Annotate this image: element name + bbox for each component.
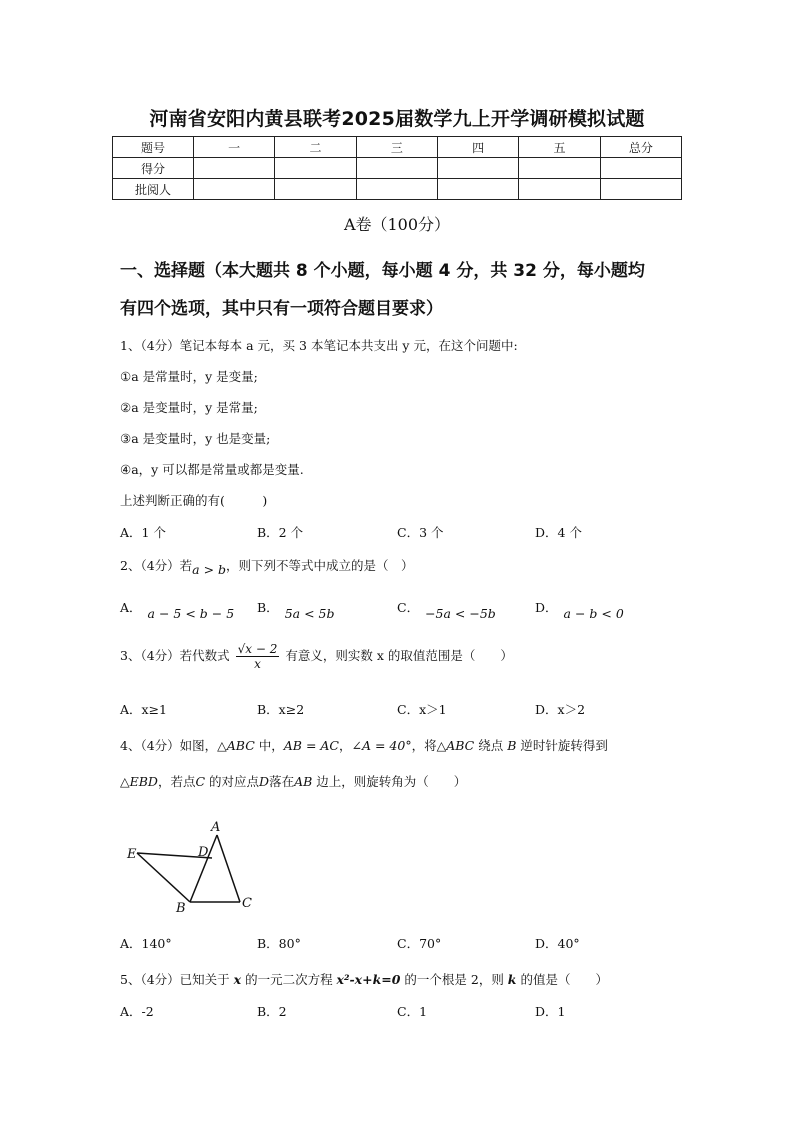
segment-ac <box>217 835 240 902</box>
q4-option-d[interactable]: D．40° <box>535 936 580 951</box>
grader-cell[interactable] <box>194 179 275 200</box>
score-cell[interactable] <box>194 158 275 179</box>
q3-option-a[interactable]: A．x≥1 <box>120 702 168 717</box>
page-title: 河南省安阳内黄县联考2025届数学九上开学调研模拟试题 <box>149 108 645 130</box>
table-header-cell: 一 <box>194 137 275 158</box>
q5-math: x <box>233 972 242 987</box>
table-row <box>113 158 682 179</box>
q5-text: 的一个根是 2，则 <box>400 972 508 987</box>
q2-option-c-expr: −5a < −5b <box>425 606 496 621</box>
q2-option-a-label: A． <box>120 600 142 615</box>
q1-item-3: ③a 是变量时，y 也是变量; <box>120 431 271 446</box>
q4-text: ，若点 <box>157 774 196 789</box>
score-table <box>112 136 682 200</box>
q4-text: 逆时针旋转得到 <box>516 738 608 753</box>
grader-cell[interactable] <box>437 179 518 200</box>
row-label-score: 得分 <box>113 158 194 179</box>
q4-text: 的对应点 <box>205 774 260 789</box>
part1-heading-line1: 一、选择题（本大题共 8 个小题，每小题 4 分，共 32 分，每小题均 <box>120 261 645 281</box>
q3-fraction-numerator: √x − 2 <box>237 642 278 656</box>
score-cell[interactable] <box>356 158 437 179</box>
q3-stem <box>120 642 513 671</box>
q2-option-d[interactable] <box>535 598 624 621</box>
table-header-cell: 四 <box>437 137 518 158</box>
vertex-label-d: D <box>198 845 209 860</box>
vertex-label-c: C <box>242 896 252 911</box>
q5-text: 5、（4分）已知关于 <box>120 972 234 987</box>
q1-option-c[interactable]: C．3 个 <box>397 525 444 540</box>
q5-equation: x²-x+k=0 <box>336 972 401 987</box>
vertex-label-e: E <box>127 847 137 862</box>
q2-option-d-expr: a − b < 0 <box>563 606 624 621</box>
q5-text: 的值是（ ） <box>516 972 608 987</box>
grader-cell[interactable] <box>275 179 356 200</box>
q5-option-b[interactable]: B．2 <box>257 1004 287 1019</box>
q4-option-b[interactable]: B．80° <box>257 936 301 951</box>
q2-option-b-label: B． <box>257 600 279 615</box>
q2-stem-pre: 2、（4分）若 <box>120 558 193 573</box>
q4-text: ， <box>339 738 352 753</box>
q2-stem <box>120 556 414 577</box>
q4-triangle-figure <box>120 815 260 920</box>
q3-option-d[interactable]: D．x＞2 <box>535 702 586 717</box>
q3-stem-post: 有意义，则实数 x 的取值范围是（ ） <box>285 648 513 663</box>
q4-math: AB <box>294 774 313 789</box>
table-header-cell: 题号 <box>113 137 194 158</box>
q1-stem: 1、（4分）笔记本每本 a 元，买 3 本笔记本共支出 y 元，在这个问题中: <box>120 338 518 353</box>
q4-math: △EBD <box>120 774 158 789</box>
q5-option-d[interactable]: D．1 <box>535 1004 566 1019</box>
q2-option-b-expr: 5a < 5b <box>284 606 335 621</box>
q4-math: D <box>259 774 270 789</box>
q5-option-a[interactable]: A．-2 <box>120 1004 154 1019</box>
grader-cell[interactable] <box>600 179 681 200</box>
q1-option-d[interactable]: D．4 个 <box>535 525 582 540</box>
q3-option-b[interactable]: B．x≥2 <box>257 702 305 717</box>
q4-math: C <box>195 774 206 789</box>
q4-line1 <box>120 736 608 754</box>
q2-option-b[interactable] <box>257 598 335 621</box>
q2-stem-post: ，则下列不等式中成立的是（ ） <box>226 558 414 573</box>
q3-option-c[interactable]: C．x＞1 <box>397 702 447 717</box>
q3-stem-pre: 3、（4分）若代数式 <box>120 648 230 663</box>
score-cell[interactable] <box>600 158 681 179</box>
q1-prompt: 上述判断正确的有( ) <box>120 493 268 508</box>
q2-condition: a > b <box>192 562 227 577</box>
q5-text: 的一元二次方程 <box>241 972 337 987</box>
q4-text: 绕点 <box>474 738 508 753</box>
q5-stem <box>120 970 608 988</box>
q5-math: k <box>507 972 517 987</box>
segment-eb <box>137 853 190 902</box>
table-row <box>113 179 682 200</box>
row-label-grader: 批阅人 <box>113 179 194 200</box>
score-cell[interactable] <box>275 158 356 179</box>
q4-option-a[interactable]: A．140° <box>120 936 172 951</box>
q4-text: 落在 <box>269 774 295 789</box>
table-header-cell: 三 <box>356 137 437 158</box>
section-a-title: A卷（100分） <box>343 215 451 234</box>
table-header-cell: 五 <box>519 137 600 158</box>
q4-math: B <box>507 738 517 753</box>
q4-text: ，将 <box>411 738 437 753</box>
q4-text: 边上，则旋转角为（ ） <box>312 774 467 789</box>
score-cell[interactable] <box>437 158 518 179</box>
q5-option-c[interactable]: C．1 <box>397 1004 428 1019</box>
q1-item-1: ①a 是常量时，y 是变量; <box>120 369 258 384</box>
q3-fraction <box>236 642 280 671</box>
q1-item-2: ②a 是变量时，y 是常量; <box>120 400 258 415</box>
q4-math: ∠A = 40° <box>351 738 412 753</box>
q2-option-c[interactable] <box>397 598 496 621</box>
q3-fraction-denominator: x <box>254 657 261 671</box>
q4-option-c[interactable]: C．70° <box>397 936 442 951</box>
q2-option-a-expr: a − 5 < b − 5 <box>147 606 235 621</box>
q4-math: AB = AC <box>283 738 339 753</box>
q4-text: 4、（4分）如图， <box>120 738 218 753</box>
vertex-label-a: A <box>211 820 221 835</box>
q4-line2 <box>120 772 466 790</box>
q2-option-a[interactable] <box>120 598 235 621</box>
q4-math: △ABC <box>217 738 255 753</box>
q1-option-a[interactable]: A．1 个 <box>120 525 166 540</box>
grader-cell[interactable] <box>356 179 437 200</box>
q4-text: 中， <box>254 738 284 753</box>
part1-heading-line2: 有四个选项，其中只有一项符合题目要求） <box>120 299 443 319</box>
table-header-cell: 二 <box>275 137 356 158</box>
vertex-label-b: B <box>176 901 186 916</box>
grader-cell[interactable] <box>519 179 600 200</box>
table-header-cell: 总分 <box>600 137 681 158</box>
q4-math: △ABC <box>436 738 475 753</box>
q1-item-4: ④a，y 可以都是常量或都是变量. <box>120 462 304 477</box>
score-cell[interactable] <box>519 158 600 179</box>
table-row <box>113 137 682 158</box>
q2-option-d-label: D． <box>535 600 558 615</box>
q1-option-b[interactable]: B．2 个 <box>257 525 304 540</box>
q2-option-c-label: C． <box>397 600 420 615</box>
